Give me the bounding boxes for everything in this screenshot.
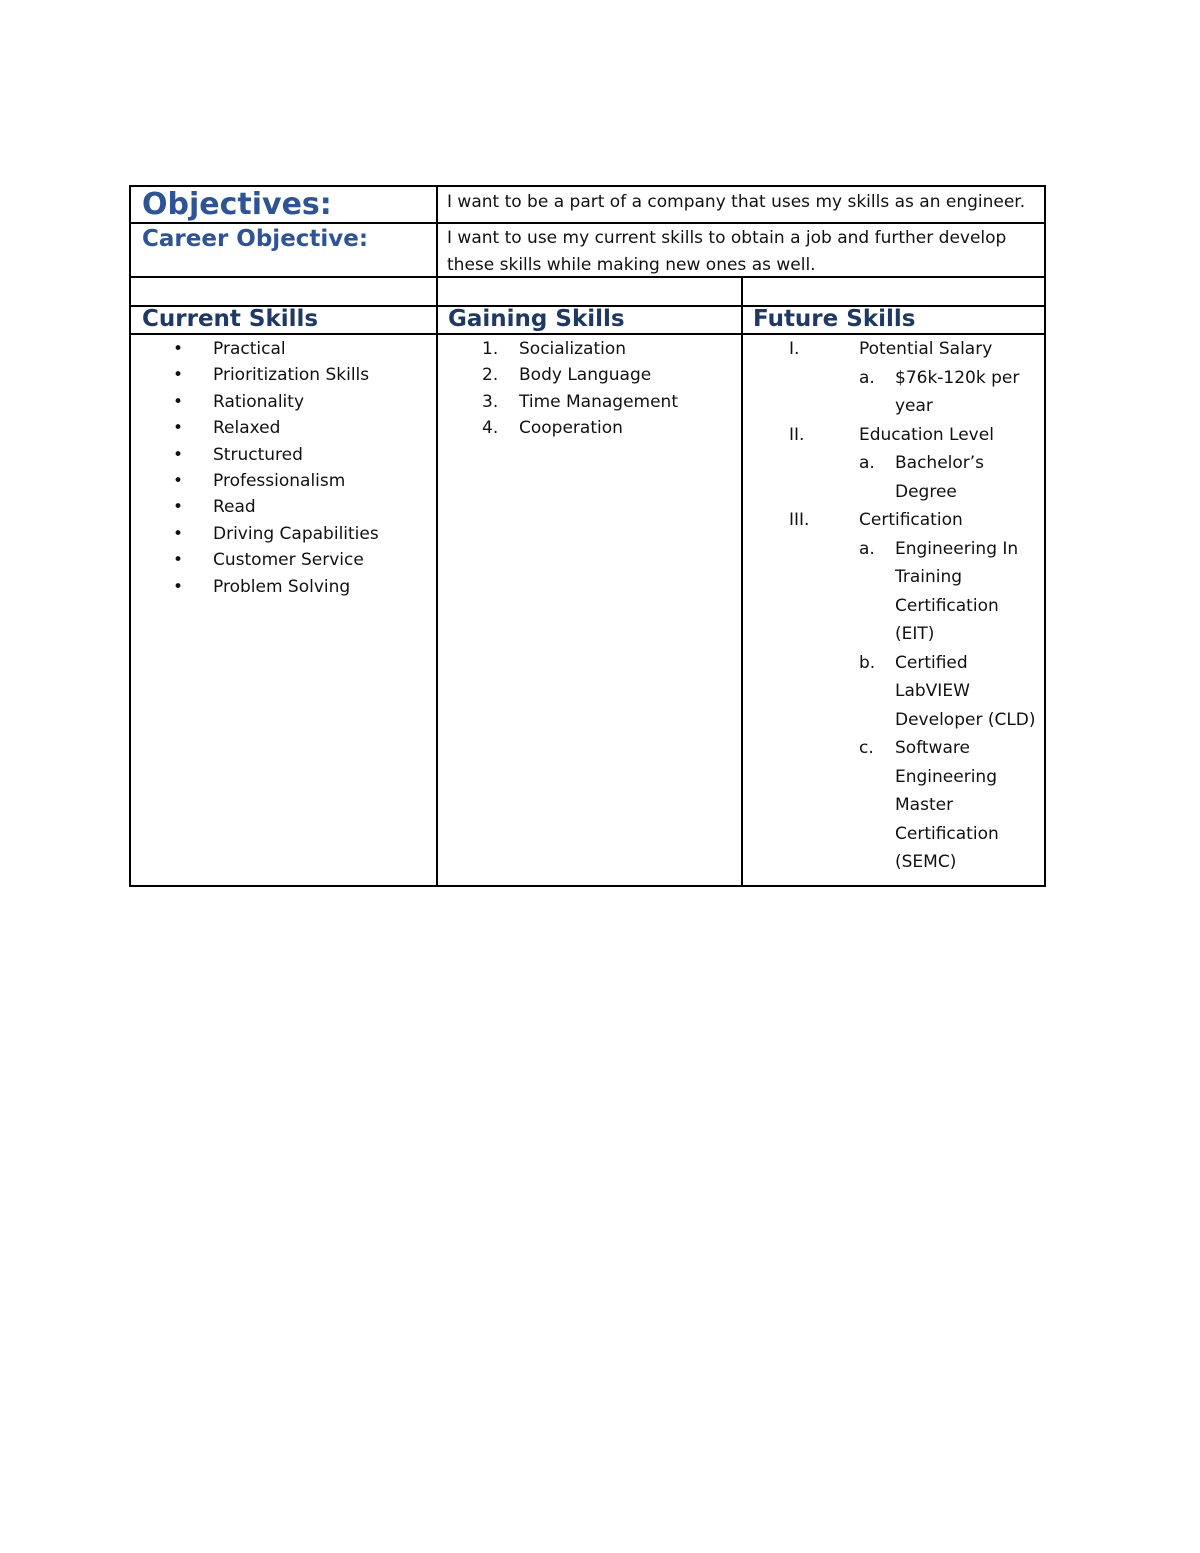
future-skill-text: (EIT) <box>895 624 935 644</box>
gaining-skill-label: Body Language <box>519 365 652 386</box>
list-number: 4. <box>482 418 499 439</box>
gaining-skills-title: Gaining Skills <box>448 306 625 332</box>
objectives-text: I want to be a part of a company that uses my skills as an engineer. <box>447 192 1026 212</box>
future-skill-subitem <box>753 563 1043 592</box>
current-skill-item <box>173 442 423 468</box>
future-skill-subitem <box>753 478 1043 507</box>
future-skill-subitem <box>753 620 1043 649</box>
outline-marker: II. <box>789 424 805 445</box>
gaining-skill-item <box>482 415 732 441</box>
future-skills-outline <box>753 335 1043 877</box>
current-skill-label: Read <box>213 497 256 518</box>
current-skill-item <box>173 389 423 415</box>
list-number: 3. <box>482 391 499 412</box>
future-skill-text: Bachelor’s <box>895 453 985 473</box>
list-number: 2. <box>482 365 499 386</box>
column-divider <box>436 187 438 885</box>
bullet-icon: • <box>173 576 184 597</box>
future-skill-text: $76k-120k per <box>895 367 1020 388</box>
future-skills-title: Future Skills <box>753 306 916 332</box>
future-skill-text: Software <box>895 738 970 758</box>
current-skill-label: Relaxed <box>213 418 281 439</box>
current-skill-item <box>173 494 423 520</box>
future-skill-text: Certification <box>859 510 963 530</box>
list-number: 1. <box>482 339 499 359</box>
career-objective-text <box>447 225 1006 279</box>
current-skill-label: Prioritization Skills <box>213 365 370 386</box>
current-skills-list <box>173 336 423 600</box>
future-skill-text: Certification <box>895 823 999 844</box>
future-skill-text: Certification <box>895 595 999 616</box>
current-skills-title: Current Skills <box>142 306 319 332</box>
future-skill-text: Training <box>895 567 963 587</box>
current-skill-item <box>173 547 423 573</box>
bullet-icon: • <box>173 365 184 386</box>
future-skill-subitem <box>753 649 1043 678</box>
current-skill-label: Problem Solving <box>213 576 351 597</box>
future-skill-subitem <box>753 763 1043 792</box>
gaining-skill-item <box>482 336 732 362</box>
future-skill-text: Education Level <box>859 424 994 445</box>
outline-marker: b. <box>859 652 876 673</box>
future-skill-text: Engineering <box>895 766 997 787</box>
future-skill-text: Developer (CLD) <box>895 709 1036 730</box>
future-skill-heading <box>753 335 1043 364</box>
future-skill-text: year <box>895 396 933 416</box>
future-skill-subitem <box>753 820 1043 849</box>
current-skill-item <box>173 468 423 494</box>
career-plan-table <box>129 185 1046 887</box>
outline-marker: I. <box>789 339 800 359</box>
future-skill-text: Master <box>895 795 954 815</box>
future-skill-text: Potential Salary <box>859 339 993 359</box>
future-skill-subitem <box>753 364 1043 393</box>
current-skill-label: Practical <box>213 339 286 359</box>
future-skill-subitem <box>753 449 1043 478</box>
career-objective-label: Career Objective: <box>142 226 369 252</box>
current-skill-item <box>173 362 423 388</box>
outline-marker: a. <box>859 453 875 473</box>
bullet-icon: • <box>173 444 184 465</box>
bullet-icon: • <box>173 471 184 492</box>
outline-marker: a. <box>859 367 875 388</box>
current-skill-label: Customer Service <box>213 550 364 571</box>
future-skill-subitem <box>753 592 1043 621</box>
outline-marker: III. <box>789 510 810 530</box>
current-skill-item <box>173 521 423 547</box>
future-skill-text: (SEMC) <box>895 852 957 872</box>
current-skill-label: Driving Capabilities <box>213 523 379 544</box>
gaining-skills-list <box>482 336 732 442</box>
bullet-icon: • <box>173 497 184 518</box>
gaining-skill-item <box>482 362 732 388</box>
future-skill-text: LabVIEW <box>895 681 970 701</box>
future-skill-subitem <box>753 535 1043 564</box>
future-skill-subitem <box>753 848 1043 877</box>
bullet-icon: • <box>173 339 184 359</box>
current-skill-label: Structured <box>213 444 303 465</box>
future-skill-subitem <box>753 791 1043 820</box>
bullet-icon: • <box>173 418 184 439</box>
gaining-skill-label: Socialization <box>519 339 627 359</box>
future-skill-text: Degree <box>895 481 957 502</box>
current-skill-item <box>173 415 423 441</box>
future-skill-subitem <box>753 392 1043 421</box>
future-skill-heading <box>753 506 1043 535</box>
career-objective-line: these skills while making new ones as well. <box>447 255 816 275</box>
future-skill-text: Engineering In <box>895 538 1019 559</box>
gaining-skill-label: Time Management <box>519 391 678 412</box>
future-skill-text: Certified <box>895 652 968 673</box>
bullet-icon: • <box>173 523 184 544</box>
current-skill-label: Professionalism <box>213 471 346 492</box>
bullet-icon: • <box>173 550 184 571</box>
current-skill-item <box>173 336 423 362</box>
column-divider <box>741 277 743 885</box>
bullet-icon: • <box>173 391 184 412</box>
future-skill-subitem <box>753 677 1043 706</box>
outline-marker: c. <box>859 738 874 758</box>
future-skill-heading <box>753 421 1043 450</box>
future-skill-subitem <box>753 734 1043 763</box>
objectives-label: Objectives: <box>142 187 332 222</box>
future-skill-subitem <box>753 706 1043 735</box>
gaining-skill-item <box>482 389 732 415</box>
current-skill-label: Rationality <box>213 391 305 412</box>
career-objective-line: I want to use my current skills to obtain a job and further develop <box>447 228 1007 248</box>
outline-marker: a. <box>859 538 875 559</box>
gaining-skill-label: Cooperation <box>519 418 623 439</box>
current-skill-item <box>173 574 423 600</box>
